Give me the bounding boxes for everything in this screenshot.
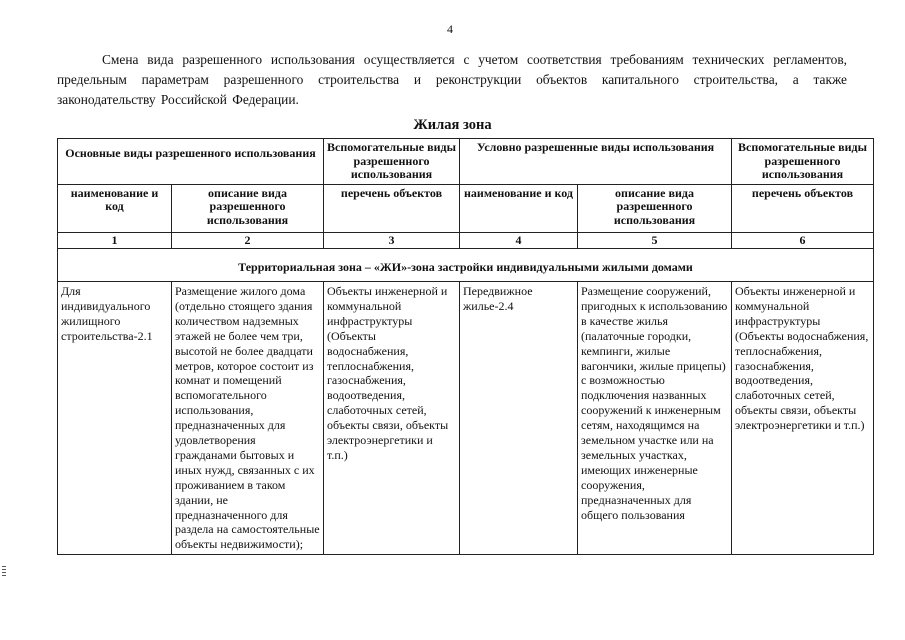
cell-objects-list-2: Объекты инженерной и коммунальной инфраструктуры (Объекты водоснабжения, теплоснабжения, газоснабжения, водоотведения, слаботочных сетей, объекты связи, объекты электроэнергетики и т.п.): [732, 281, 874, 554]
intro-paragraph: Смена вида разрешенного использования осуществляется с учетом соответствия требованиям технических регламентов, предельным параметрам разрешенного строительства и реконструкции объектов капитального строительства, а также законодательству Российской Федерации.: [57, 52, 847, 107]
header-auxiliary-uses-2: Вспомогательные виды разрешенного использования: [732, 139, 874, 185]
column-number: 4: [460, 232, 578, 249]
zone-title: Жилая зона: [413, 117, 492, 133]
column-number: 2: [172, 232, 324, 249]
scan-edge-marks: [2, 566, 6, 578]
cell-name-code-1: Для индивидуального жилищного строительства-2.1: [58, 281, 172, 554]
column-number: 6: [732, 232, 874, 249]
cell-name-code-2: Передвижное жилье-2.4: [460, 281, 578, 554]
column-number: 1: [58, 232, 172, 249]
territorial-zone-row: [58, 249, 874, 282]
page-number: 4: [447, 22, 453, 36]
header-auxiliary-uses-1: Вспомогательные виды разрешенного использования: [324, 139, 460, 185]
cell-description-1: Размещение жилого дома (отдельно стоящего здания количеством надземных этажей не более чем три, высотой не более двадцати метров, которое состоит из комнат и помещений вспомогательного использования, предназначенных для удовлетворения гражданами бытовых и иных нужд, связанных с их проживанием в таком здании, не предназначенного для раздела на самостоятельные объекты недвижимости);: [172, 281, 324, 554]
header-conditional-uses: Условно разрешенные виды использования: [460, 139, 732, 185]
cell-objects-list-1: Объекты инженерной и коммунальной инфраструктуры (Объекты водоснабжения, теплоснабжения, газоснабжения, водоотведения, слаботочных сетей, объекты связи, объекты электроэнергетики и т.п.): [324, 281, 460, 554]
table-group-header-row: [58, 139, 874, 185]
subheader-objects-list-1: перечень объектов: [324, 184, 460, 232]
cell-description-2: Размещение сооружений, пригодных к использованию в качестве жилья (палаточные городки, кемпинги, жилые вагончики, жилые прицепы) с возможностью подключения названных сооружений к инженерным сетям, находящимся на земельном участке или на земельных участках, имеющих инженерные сооружения, предназначенных для общего пользования: [578, 281, 732, 554]
subheader-name-code-2: наименование и код: [460, 184, 578, 232]
table-sub-header-row: [58, 184, 874, 232]
column-number: 3: [324, 232, 460, 249]
header-main-uses: Основные виды разрешенного использования: [58, 139, 324, 185]
subheader-objects-list-2: перечень объектов: [732, 184, 874, 232]
column-number-row: [58, 232, 874, 249]
column-number: 5: [578, 232, 732, 249]
land-use-table: [57, 138, 874, 555]
subheader-name-code-1: наименование и код: [58, 184, 172, 232]
subheader-description-1: описание вида разрешенного использования: [172, 184, 324, 232]
subheader-description-2: описание вида разрешенного использования: [578, 184, 732, 232]
territorial-zone-title: Территориальная зона – «ЖИ»-зона застройки индивидуальными жилыми домами: [58, 249, 874, 282]
table-row: [58, 281, 874, 554]
